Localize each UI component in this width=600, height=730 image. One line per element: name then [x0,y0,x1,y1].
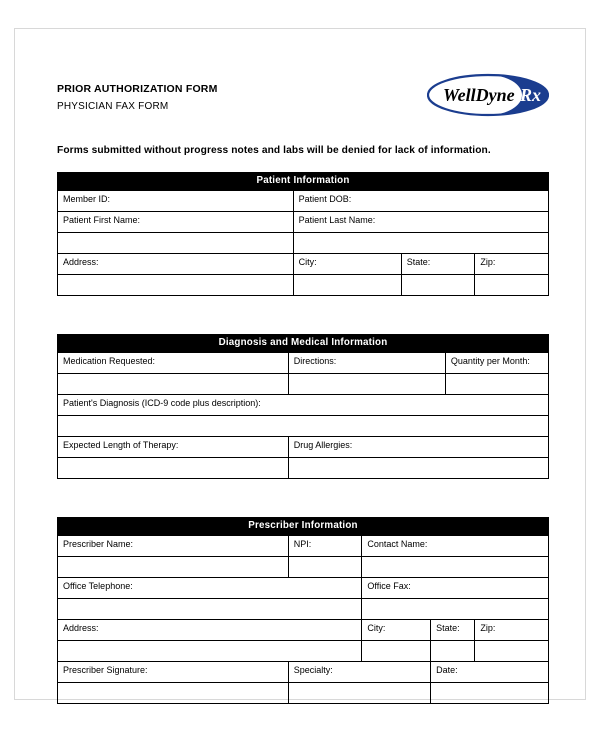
table-row [58,683,549,704]
table-row [58,353,549,374]
table-row [58,620,549,641]
field-label-prescriber-address: Address: [58,620,362,641]
field-label-medication-requested: Medication Requested: [58,353,289,374]
prescriber-information-table [57,535,549,704]
field-label-prescriber-city: City: [362,620,431,641]
table-row [58,557,549,578]
svg-text:Rx: Rx [520,85,542,105]
input-date[interactable] [431,683,549,704]
field-label-contact-name: Contact Name: [362,536,549,557]
spacer [57,479,549,501]
input-prescriber-address[interactable] [58,641,362,662]
input-zip[interactable] [475,275,549,296]
section-prescriber-information [57,517,549,704]
field-label-directions: Directions: [288,353,445,374]
input-specialty[interactable] [288,683,430,704]
diagnosis-information-table [57,352,549,479]
input-quantity-per-month[interactable] [445,374,548,395]
table-row [58,254,549,275]
field-label-office-telephone: Office Telephone: [58,578,362,599]
input-expected-length[interactable] [58,458,289,479]
field-label-prescriber-state: State: [431,620,475,641]
input-drug-allergies[interactable] [288,458,548,479]
table-row [58,416,549,437]
input-city[interactable] [293,275,401,296]
table-row [58,536,549,557]
field-label-npi: NPI: [288,536,362,557]
page-title: PRIOR AUTHORIZATION FORM [57,83,218,95]
field-label-drug-allergies: Drug Allergies: [288,437,548,458]
table-row [58,641,549,662]
input-contact-name[interactable] [362,557,549,578]
document-page [14,28,586,700]
input-prescriber-signature[interactable] [58,683,289,704]
input-prescriber-state[interactable] [431,641,475,662]
input-diagnosis[interactable] [58,416,549,437]
input-state[interactable] [401,275,475,296]
section-diagnosis-medical-information [57,334,549,479]
input-patient-dob[interactable] [293,233,548,254]
field-label-member-id: Member ID: [58,191,294,212]
table-row [58,395,549,416]
table-row [58,662,549,683]
spacer [57,296,549,318]
page-subtitle: PHYSICIAN FAX FORM [57,101,169,112]
input-medication-requested[interactable] [58,374,289,395]
input-prescriber-name[interactable] [58,557,289,578]
section-heading-diagnosis: Diagnosis and Medical Information [57,334,549,352]
table-row [58,233,549,254]
table-row [58,275,549,296]
field-label-address: Address: [58,254,294,275]
field-label-state: State: [401,254,475,275]
input-directions[interactable] [288,374,445,395]
field-label-prescriber-name: Prescriber Name: [58,536,289,557]
welldynerx-logo [427,71,549,119]
input-member-id[interactable] [58,233,294,254]
input-office-fax[interactable] [362,599,549,620]
patient-information-table [57,190,549,296]
field-label-prescriber-zip: Zip: [475,620,549,641]
form-notice: Forms submitted without progress notes and labs will be denied for lack of information. [57,145,491,156]
input-office-telephone[interactable] [58,599,362,620]
input-address[interactable] [58,275,294,296]
document-body [57,77,549,704]
input-prescriber-zip[interactable] [475,641,549,662]
section-heading-patient: Patient Information [57,172,549,190]
field-label-specialty: Specialty: [288,662,430,683]
table-row [58,578,549,599]
table-row [58,599,549,620]
field-label-expected-length: Expected Length of Therapy: [58,437,289,458]
field-label-date: Date: [431,662,549,683]
field-label-patient-last-name: Patient Last Name: [293,212,548,233]
header-titles [57,77,218,115]
svg-text:WellDyne: WellDyne [443,85,515,105]
field-label-diagnosis: Patient's Diagnosis (ICD-9 code plus description): [58,395,549,416]
input-npi[interactable] [288,557,362,578]
input-prescriber-city[interactable] [362,641,431,662]
table-row [58,374,549,395]
field-label-patient-first-name: Patient First Name: [58,212,294,233]
document-header [57,77,549,119]
table-row [58,212,549,233]
field-label-quantity-per-month: Quantity per Month: [445,353,548,374]
field-label-prescriber-signature: Prescriber Signature: [58,662,289,683]
section-heading-prescriber: Prescriber Information [57,517,549,535]
field-label-office-fax: Office Fax: [362,578,549,599]
table-row [58,458,549,479]
field-label-zip: Zip: [475,254,549,275]
table-row [58,437,549,458]
field-label-patient-dob: Patient DOB: [293,191,548,212]
section-patient-information [57,172,549,296]
field-label-city: City: [293,254,401,275]
table-row [58,191,549,212]
